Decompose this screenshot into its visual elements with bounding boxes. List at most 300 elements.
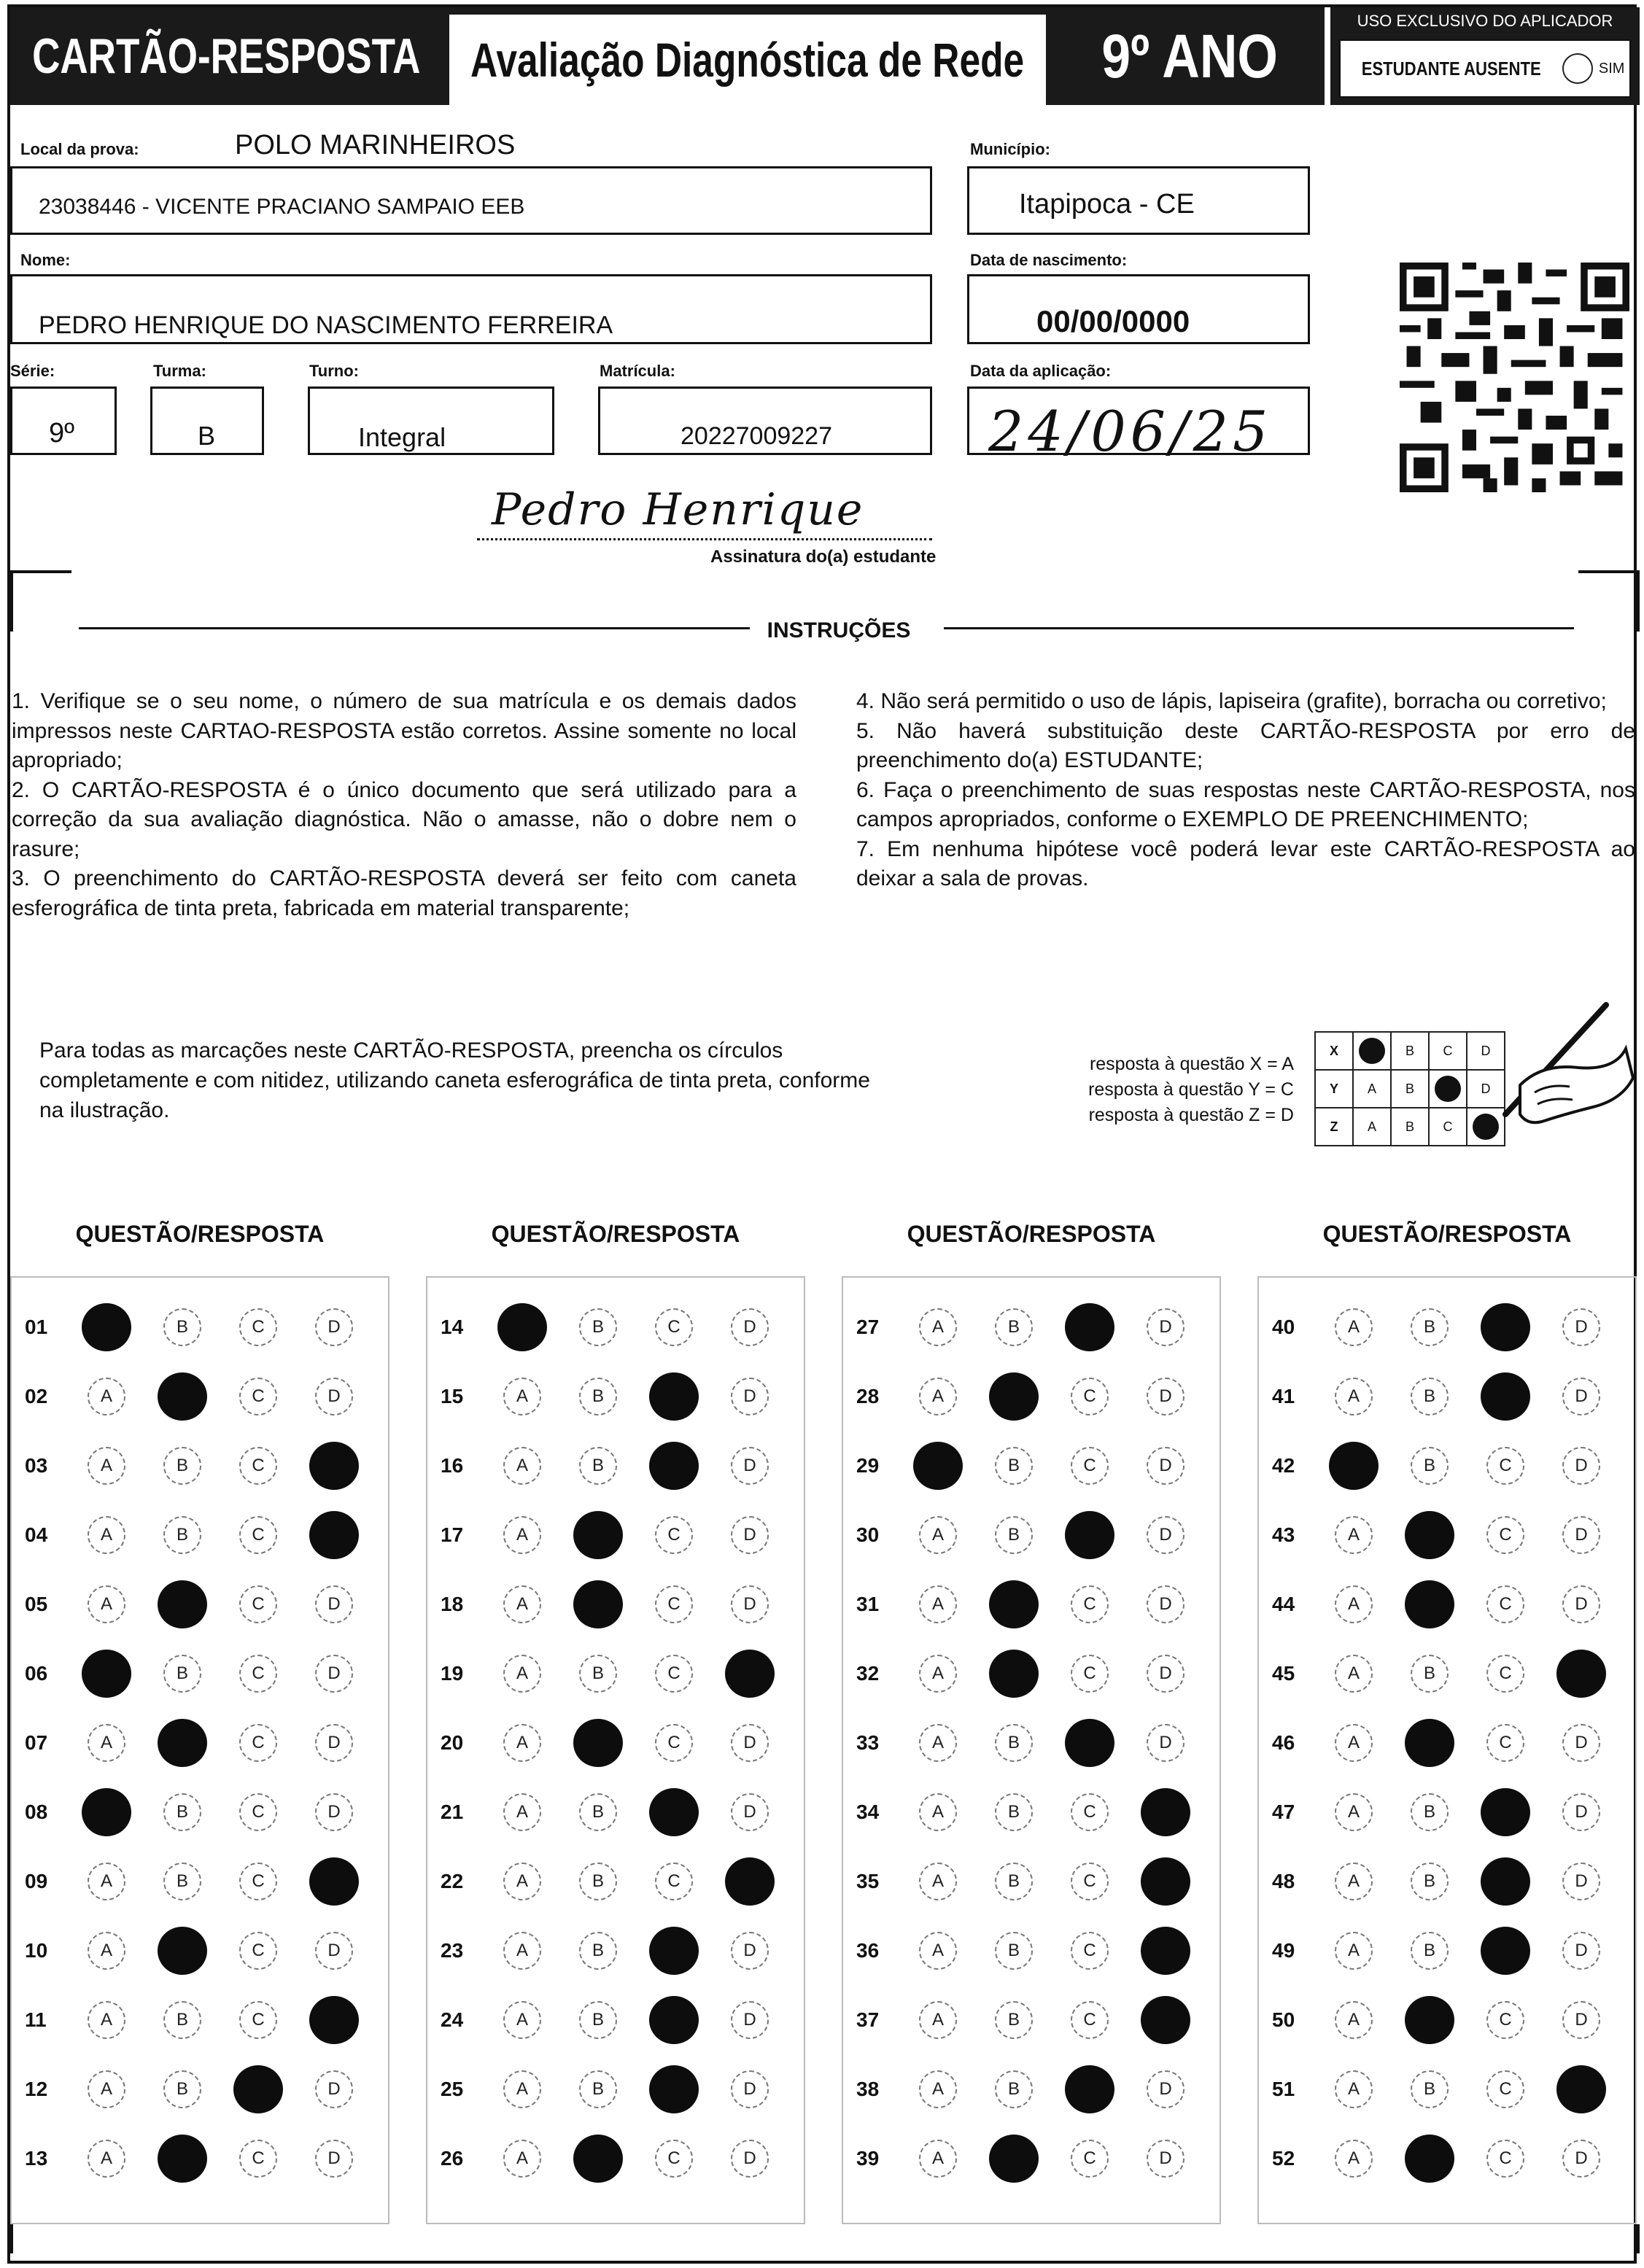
question-row — [1259, 1998, 1638, 2042]
answer-bubble-option[interactable]: D — [315, 1793, 353, 1831]
answer-bubble-filled[interactable] — [309, 1442, 359, 1490]
answer-bubble-option[interactable]: B — [579, 1447, 617, 1485]
answer-bubble-option[interactable]: A — [919, 1655, 957, 1693]
answer-bubble-option[interactable]: D — [731, 1378, 769, 1415]
answer-bubble-option[interactable]: A — [503, 1932, 541, 1970]
signature: Pedro Henrique — [492, 484, 864, 535]
answer-bubble-filled[interactable] — [309, 1511, 359, 1559]
answer-bubble-option[interactable]: C — [1486, 1655, 1524, 1693]
answer-bubble-filled[interactable] — [158, 1372, 207, 1421]
answer-bubble-option[interactable]: A — [919, 1378, 957, 1415]
answer-bubble-option[interactable]: C — [1071, 2140, 1109, 2178]
question-row — [843, 1929, 1222, 1973]
answer-bubble-option[interactable]: D — [1147, 1585, 1184, 1623]
answer-bubble-filled[interactable] — [649, 1372, 699, 1421]
answer-bubble-option[interactable]: B — [163, 1308, 201, 1346]
ausente-checkbox[interactable] — [1562, 53, 1593, 84]
answer-bubble-filled[interactable] — [82, 1650, 131, 1698]
question-row — [1259, 1860, 1638, 1903]
answer-bubble-option[interactable]: A — [919, 2001, 957, 2039]
answer-bubble-option[interactable]: A — [88, 1585, 125, 1623]
serie-label: Série: — [10, 362, 55, 380]
answer-bubble-option[interactable]: C — [655, 1863, 693, 1900]
answer-bubble-filled[interactable] — [158, 1580, 207, 1628]
answer-bubble-filled[interactable] — [573, 1580, 623, 1628]
answer-bubble-option[interactable]: B — [163, 2070, 201, 2108]
answer-bubble-option[interactable]: B — [995, 1447, 1033, 1485]
question-row — [843, 1652, 1222, 1696]
answer-bubble-filled[interactable] — [1481, 1927, 1530, 1975]
answer-bubble-filled[interactable] — [1405, 1719, 1454, 1767]
answer-bubble-option[interactable]: B — [995, 1516, 1033, 1554]
answer-bubble-option[interactable]: A — [1335, 1585, 1373, 1623]
question-number: 09 — [25, 1870, 48, 1892]
answer-bubble-option[interactable]: C — [1071, 1378, 1109, 1415]
answer-bubble-option[interactable]: C — [239, 1516, 277, 1554]
answer-bubble-option[interactable]: D — [731, 1724, 769, 1762]
example-line-z: resposta à questão Z = D — [1088, 1105, 1294, 1125]
answer-bubble-option[interactable]: B — [579, 2001, 617, 2039]
answer-bubble-filled[interactable] — [989, 1372, 1039, 1421]
question-number: 24 — [441, 2008, 464, 2031]
answer-bubble-option[interactable]: B — [579, 1378, 617, 1415]
answer-bubble-option[interactable]: B — [1411, 1863, 1449, 1900]
answer-bubble-option[interactable]: B — [995, 2001, 1033, 2039]
answer-bubble-option[interactable]: A — [1335, 1724, 1373, 1762]
answer-bubble-option[interactable]: C — [239, 2001, 277, 2039]
question-row — [843, 1305, 1222, 1349]
answer-bubble-option[interactable]: C — [239, 1308, 277, 1346]
answer-bubble-option[interactable]: A — [503, 1655, 541, 1693]
answer-bubble-option[interactable]: D — [315, 2070, 353, 2108]
answer-bubble-option[interactable]: A — [919, 1793, 957, 1831]
answer-bubble-option[interactable]: C — [239, 2140, 277, 2178]
question-row — [427, 1652, 807, 1696]
question-row — [843, 2137, 1222, 2180]
answer-bubble-option[interactable]: C — [1071, 1863, 1109, 1900]
answer-bubble-filled[interactable] — [1405, 2135, 1454, 2183]
exam-title: Avaliação Diagnóstica de Rede — [470, 33, 1025, 87]
answer-bubble-option[interactable]: C — [655, 1655, 693, 1693]
answer-bubble-filled[interactable] — [1405, 1580, 1454, 1628]
answer-bubble-option[interactable]: B — [163, 1655, 201, 1693]
question-row — [12, 1652, 391, 1696]
answer-bubble-filled[interactable] — [725, 1650, 775, 1698]
answer-bubble-option[interactable]: D — [1562, 1585, 1600, 1623]
answer-bubble-option[interactable]: B — [1411, 2070, 1449, 2108]
answer-bubble-option[interactable]: D — [1562, 2001, 1600, 2039]
answer-bubble-filled[interactable] — [573, 1511, 623, 1559]
answer-bubble-filled[interactable] — [649, 1788, 699, 1836]
answer-bubble-option[interactable]: C — [1486, 2001, 1524, 2039]
column-title: QUESTÃO/RESPOSTA — [491, 1221, 740, 1247]
turma-label: Turma: — [153, 362, 206, 380]
answer-bubble-option[interactable]: D — [1147, 1447, 1184, 1485]
question-column-1 — [10, 1276, 389, 2224]
ausente-label: ESTUDANTE AUSENTE — [1361, 57, 1541, 79]
answer-bubble-option[interactable]: A — [919, 1516, 957, 1554]
question-number: 33 — [856, 1731, 880, 1754]
question-row — [12, 1929, 391, 1973]
question-row — [427, 1305, 807, 1349]
answer-bubble-filled[interactable] — [158, 1719, 207, 1767]
answer-bubble-option[interactable]: A — [919, 1863, 957, 1900]
answer-bubble-filled[interactable] — [309, 1996, 359, 2044]
question-number: 19 — [441, 1662, 464, 1685]
question-number: 14 — [441, 1316, 464, 1338]
answer-bubble-option[interactable]: C — [1486, 1724, 1524, 1762]
answer-bubble-filled[interactable] — [649, 2065, 699, 2113]
answer-bubble-option[interactable]: A — [1335, 2140, 1373, 2178]
answer-bubble-filled[interactable] — [1065, 1511, 1114, 1559]
answer-bubble-option[interactable]: C — [1486, 2070, 1524, 2108]
local-value: POLO MARINHEIROS — [235, 130, 516, 160]
answer-bubble-option[interactable]: D — [1562, 1724, 1600, 1762]
answer-bubble-option[interactable]: A — [503, 1585, 541, 1623]
answer-bubble-option[interactable]: C — [1486, 1516, 1524, 1554]
answer-bubble-option[interactable]: C — [1486, 1447, 1524, 1485]
answer-bubble-option[interactable]: A — [503, 1793, 541, 1831]
example-option: A — [1353, 1070, 1391, 1108]
local-label: Local da prova: — [20, 140, 139, 158]
answer-bubble-filled[interactable] — [1556, 2065, 1606, 2113]
question-number: 48 — [1272, 1870, 1295, 1892]
answer-bubble-filled[interactable] — [233, 2065, 283, 2113]
example-filled-bubble — [1429, 1070, 1467, 1108]
answer-bubble-option[interactable]: D — [315, 1932, 353, 1970]
nascimento-box — [967, 274, 1310, 344]
instructions-right — [856, 687, 1635, 894]
answer-bubble-option[interactable]: D — [1562, 2140, 1600, 2178]
answer-bubble-option[interactable]: D — [315, 1308, 353, 1346]
question-row — [427, 1582, 807, 1626]
answer-bubble-filled[interactable] — [649, 1927, 699, 1975]
turma-value: B — [198, 421, 216, 451]
question-number: 21 — [441, 1801, 464, 1823]
matricula-value: 20227009227 — [681, 422, 833, 450]
answer-bubble-option[interactable]: A — [1335, 1308, 1373, 1346]
bottom-mark-right — [1637, 2224, 1640, 2253]
answer-bubble-option[interactable]: B — [1411, 1932, 1449, 1970]
answer-bubble-filled[interactable] — [1065, 1719, 1114, 1767]
answer-bubble-option[interactable]: D — [1562, 1793, 1600, 1831]
answer-bubble-option[interactable]: B — [1411, 1793, 1449, 1831]
answer-bubble-option[interactable]: A — [919, 1932, 957, 1970]
answer-bubble-filled[interactable] — [1556, 1650, 1606, 1698]
answer-bubble-option[interactable]: C — [1071, 1447, 1109, 1485]
answer-bubble-filled[interactable] — [1329, 1442, 1379, 1490]
example-option: B — [1391, 1032, 1429, 1070]
question-row — [843, 1513, 1222, 1557]
answer-bubble-option[interactable]: D — [315, 1724, 353, 1762]
question-number: 02 — [25, 1385, 48, 1407]
answer-bubble-option[interactable]: D — [1147, 1655, 1184, 1693]
answer-bubble-option[interactable]: A — [1335, 1932, 1373, 1970]
answer-bubble-option[interactable]: D — [1562, 1308, 1600, 1346]
answer-bubble-option[interactable]: A — [503, 2140, 541, 2178]
answer-bubble-option[interactable]: C — [655, 2140, 693, 2178]
question-row — [1259, 1305, 1638, 1349]
nome-label: Nome: — [20, 251, 71, 269]
answer-bubble-option[interactable]: C — [655, 1308, 693, 1346]
answer-bubble-option[interactable]: A — [88, 1724, 125, 1762]
ausente-box — [1339, 39, 1631, 98]
example-option: B — [1391, 1108, 1429, 1146]
answer-bubble-filled[interactable] — [82, 1303, 131, 1351]
answer-bubble-option[interactable]: B — [163, 1863, 201, 1900]
answer-bubble-option[interactable]: D — [1147, 2140, 1184, 2178]
answer-bubble-option[interactable]: A — [1335, 1378, 1373, 1415]
answer-bubble-filled[interactable] — [1065, 2065, 1114, 2113]
answer-bubble-option[interactable]: A — [503, 2001, 541, 2039]
answer-bubble-option[interactable]: C — [1071, 2001, 1109, 2039]
question-row — [427, 1513, 807, 1557]
question-number: 32 — [856, 1662, 880, 1685]
answer-bubble-option[interactable]: A — [88, 1932, 125, 1970]
answer-bubble-option[interactable]: A — [88, 1378, 125, 1415]
instruction-1: 1. Verifique se o seu nome, o número de sua matrícula e os demais dados impressos neste CARTAO-RESPOSTA estão corretos. Assine somente no local apropriado; — [12, 689, 796, 772]
answer-bubble-filled[interactable] — [1141, 1857, 1190, 1906]
sim-label: SIM — [1598, 60, 1625, 77]
pen-hand-icon — [1476, 998, 1637, 1143]
answer-bubble-filled[interactable] — [649, 1996, 699, 2044]
instructions-left — [12, 687, 796, 923]
question-row — [12, 1582, 391, 1626]
answer-bubble-option[interactable]: D — [1562, 1516, 1600, 1554]
answer-bubble-option[interactable]: D — [731, 2140, 769, 2178]
answer-bubble-option[interactable]: A — [88, 1863, 125, 1900]
answer-bubble-filled[interactable] — [989, 2135, 1039, 2183]
answer-bubble-option[interactable]: C — [655, 1585, 693, 1623]
answer-bubble-option[interactable]: A — [1335, 1655, 1373, 1693]
answer-bubble-option[interactable]: A — [1335, 1516, 1373, 1554]
answer-bubble-filled[interactable] — [1141, 1927, 1190, 1975]
answer-bubble-option[interactable]: C — [239, 1585, 277, 1623]
answer-bubble-option[interactable]: A — [919, 1308, 957, 1346]
serie-box — [10, 387, 117, 455]
question-number: 38 — [856, 2078, 880, 2100]
answer-bubble-option[interactable]: A — [503, 1863, 541, 1900]
example-line-x: resposta à questão X = A — [1089, 1054, 1294, 1074]
answer-bubble-option[interactable]: C — [239, 1932, 277, 1970]
answer-bubble-option[interactable]: D — [731, 1585, 769, 1623]
answer-bubble-option[interactable]: B — [995, 1863, 1033, 1900]
answer-bubble-option[interactable]: B — [1411, 1447, 1449, 1485]
answer-bubble-option[interactable]: A — [88, 2001, 125, 2039]
answer-bubble-option[interactable]: A — [503, 1724, 541, 1762]
answer-bubble-option[interactable]: D — [315, 1655, 353, 1693]
answer-bubble-option[interactable]: C — [239, 1655, 277, 1693]
question-row — [427, 1860, 807, 1903]
answer-bubble-option[interactable]: C — [1071, 1932, 1109, 1970]
nascimento-label: Data de nascimento: — [970, 251, 1128, 269]
answer-bubble-option[interactable]: A — [503, 1516, 541, 1554]
answer-bubble-option[interactable]: C — [1486, 1585, 1524, 1623]
answer-bubble-option[interactable]: D — [731, 2070, 769, 2108]
answer-bubble-filled[interactable] — [989, 1580, 1039, 1628]
answer-bubble-filled[interactable] — [1481, 1372, 1530, 1421]
answer-bubble-option[interactable]: B — [579, 1863, 617, 1900]
instructions-title: INSTRUÇÕES — [767, 618, 911, 642]
answer-bubble-option[interactable]: D — [1147, 1378, 1184, 1415]
answer-bubble-option[interactable]: C — [1071, 1585, 1109, 1623]
answer-bubble-filled[interactable] — [913, 1442, 963, 1490]
answer-bubble-option[interactable]: A — [1335, 1793, 1373, 1831]
answer-bubble-option[interactable]: D — [731, 2001, 769, 2039]
corner-bracket-right — [1578, 570, 1640, 632]
answer-bubble-option[interactable]: C — [1071, 1793, 1109, 1831]
question-row — [427, 1721, 807, 1765]
question-row — [1259, 1929, 1638, 1973]
answer-bubble-filled[interactable] — [573, 1719, 623, 1767]
answer-bubble-option[interactable]: A — [88, 1516, 125, 1554]
answer-bubble-option[interactable]: A — [919, 2070, 957, 2108]
example-option: A — [1353, 1108, 1391, 1146]
answer-bubble-filled[interactable] — [1065, 1303, 1114, 1351]
answer-bubble-filled[interactable] — [1481, 1303, 1530, 1351]
answer-bubble-option[interactable]: A — [88, 1447, 125, 1485]
answer-bubble-option[interactable]: A — [503, 1447, 541, 1485]
answer-bubble-option[interactable]: B — [995, 1932, 1033, 1970]
turno-box — [308, 387, 554, 455]
answer-bubble-option[interactable]: C — [239, 1724, 277, 1762]
answer-bubble-filled[interactable] — [573, 2135, 623, 2183]
question-number: 35 — [856, 1870, 880, 1892]
question-row — [12, 1305, 391, 1349]
answer-bubble-option[interactable]: B — [579, 1308, 617, 1346]
answer-bubble-option[interactable]: C — [239, 1863, 277, 1900]
question-number: 25 — [441, 2078, 464, 2100]
instructions-rule-right — [944, 627, 1574, 629]
question-number: 39 — [856, 2147, 880, 2170]
answer-bubble-option[interactable]: C — [239, 1378, 277, 1415]
municipio-box — [967, 166, 1310, 235]
answer-bubble-option[interactable]: A — [919, 1585, 957, 1623]
nome-value: PEDRO HENRIQUE DO NASCIMENTO FERREIRA — [39, 311, 613, 339]
question-row — [1259, 1375, 1638, 1418]
answer-bubble-option[interactable]: D — [1562, 1447, 1600, 1485]
bottom-mark-left — [10, 2224, 13, 2253]
question-row — [1259, 1790, 1638, 1834]
answer-bubble-option[interactable]: A — [88, 2140, 125, 2178]
answer-bubble-option[interactable]: A — [503, 1378, 541, 1415]
answer-bubble-option[interactable]: D — [731, 1308, 769, 1346]
answer-bubble-option[interactable]: A — [919, 1724, 957, 1762]
card-title: CARTÃO-RESPOSTA — [31, 28, 421, 84]
answer-bubble-option[interactable]: D — [731, 1516, 769, 1554]
answer-bubble-filled[interactable] — [1141, 1996, 1190, 2044]
answer-bubble-filled[interactable] — [725, 1857, 775, 1906]
answer-bubble-option[interactable]: D — [731, 1447, 769, 1485]
answer-bubble-option[interactable]: B — [579, 1655, 617, 1693]
serie-value: 9º — [49, 418, 75, 448]
answer-bubble-option[interactable]: C — [655, 1516, 693, 1554]
answer-bubble-option[interactable]: D — [1147, 2070, 1184, 2108]
answer-bubble-option[interactable]: D — [1147, 1724, 1184, 1762]
answer-bubble-option[interactable]: B — [163, 1793, 201, 1831]
answer-bubble-option[interactable]: D — [1147, 1516, 1184, 1554]
answer-bubble-option[interactable]: D — [1147, 1308, 1184, 1346]
answer-bubble-option[interactable]: B — [995, 2070, 1033, 2108]
exam-title-box — [449, 15, 1046, 105]
answer-bubble-option[interactable]: D — [1562, 1863, 1600, 1900]
answer-bubble-option[interactable]: B — [1411, 1655, 1449, 1693]
answer-bubble-option[interactable]: B — [579, 2070, 617, 2108]
answer-bubble-filled[interactable] — [989, 1650, 1039, 1698]
question-row — [1259, 1582, 1638, 1626]
answer-bubble-option[interactable]: D — [1562, 1378, 1600, 1415]
nascimento-value: 00/00/0000 — [1036, 304, 1190, 338]
question-row — [12, 1375, 391, 1418]
answer-bubble-option[interactable]: C — [655, 1724, 693, 1762]
question-number: 04 — [25, 1523, 48, 1546]
answer-bubble-filled[interactable] — [158, 1927, 207, 1975]
answer-bubble-filled[interactable] — [1405, 1996, 1454, 2044]
answer-bubble-option[interactable]: B — [1411, 1308, 1449, 1346]
question-row — [12, 1721, 391, 1765]
answer-bubble-option[interactable]: B — [995, 1724, 1033, 1762]
question-number: 46 — [1272, 1731, 1295, 1754]
answer-bubble-option[interactable]: B — [163, 1516, 201, 1554]
answer-bubble-option[interactable]: B — [163, 1447, 201, 1485]
example-filled-bubble — [1353, 1032, 1391, 1070]
answer-bubble-option[interactable]: C — [1486, 2140, 1524, 2178]
question-number: 45 — [1272, 1662, 1295, 1685]
answer-bubble-option[interactable]: A — [1335, 2070, 1373, 2108]
answer-bubble-option[interactable]: D — [315, 1378, 353, 1415]
question-row — [12, 1513, 391, 1557]
answer-bubble-option[interactable]: A — [503, 2070, 541, 2108]
answer-bubble-option[interactable]: C — [239, 1793, 277, 1831]
question-row — [843, 1790, 1222, 1834]
answer-bubble-option[interactable]: B — [579, 1932, 617, 1970]
answer-bubble-filled[interactable] — [309, 1857, 359, 1906]
answer-bubble-filled[interactable] — [1141, 1788, 1190, 1836]
question-row — [1259, 2137, 1638, 2180]
answer-bubble-option[interactable]: B — [1411, 1378, 1449, 1415]
answer-bubble-filled[interactable] — [82, 1788, 131, 1836]
answer-bubble-option[interactable]: D — [1562, 1932, 1600, 1970]
answer-bubble-filled[interactable] — [649, 1442, 699, 1490]
answer-bubble-option[interactable]: D — [731, 1793, 769, 1831]
answer-bubble-option[interactable]: D — [315, 1585, 353, 1623]
answer-bubble-option[interactable]: C — [1071, 1655, 1109, 1693]
question-row — [843, 1998, 1222, 2042]
answer-bubble-option[interactable]: A — [919, 2140, 957, 2178]
question-number: 10 — [25, 1939, 48, 1962]
corner-bracket-left — [10, 570, 71, 632]
answer-bubble-filled[interactable] — [497, 1303, 547, 1351]
answer-bubble-option[interactable]: A — [1335, 1863, 1373, 1900]
answer-bubble-option[interactable]: A — [1335, 2001, 1373, 2039]
question-number: 41 — [1272, 1385, 1295, 1407]
answer-bubble-filled[interactable] — [1481, 1857, 1530, 1906]
answer-bubble-filled[interactable] — [1405, 1511, 1454, 1559]
answer-bubble-filled[interactable] — [158, 2135, 207, 2183]
answer-bubble-option[interactable]: C — [239, 1447, 277, 1485]
matricula-label: Matrícula: — [600, 362, 675, 380]
answer-bubble-option[interactable]: B — [163, 2001, 201, 2039]
answer-bubble-filled[interactable] — [1481, 1788, 1530, 1836]
answer-bubble-option[interactable]: D — [731, 1932, 769, 1970]
instruction-3: 3. O preenchimento do CARTÃO-RESPOSTA deverá ser feito com caneta esferográfica de tinta preta, fabricada em material transparente; — [12, 866, 796, 920]
question-number: 40 — [1272, 1316, 1295, 1338]
answer-bubble-option[interactable]: B — [579, 1793, 617, 1831]
answer-bubble-option[interactable]: B — [995, 1793, 1033, 1831]
answer-bubble-option[interactable]: D — [315, 2140, 353, 2178]
answer-bubble-option[interactable]: A — [88, 2070, 125, 2108]
answer-bubble-option[interactable]: B — [995, 1308, 1033, 1346]
